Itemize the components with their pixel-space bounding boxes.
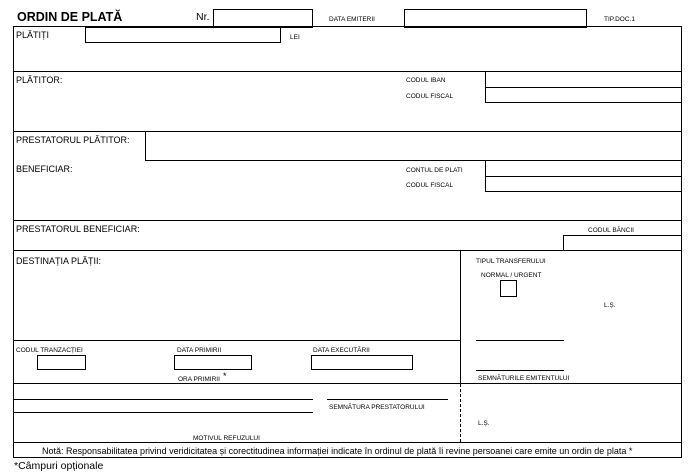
nr-label: Nr. [196, 11, 210, 23]
data-primirii-field[interactable] [174, 355, 252, 370]
page-title: ORDIN DE PLATĂ [17, 10, 123, 24]
motiv-refuz-label: MOTIVUL REFUZULUI [193, 435, 260, 442]
note-asterisk: * [628, 446, 633, 456]
normal-urgent-label: NORMAL / URGENT [481, 272, 542, 279]
cod-banca-label: CODUL BĂNCII [588, 227, 634, 234]
prestator-platitor-label: PRESTATORUL PLĂTITOR: [16, 135, 130, 145]
currency-label: LEI [290, 34, 300, 41]
cod-banca-field[interactable] [563, 235, 682, 251]
transfer-type-checkbox[interactable] [500, 280, 517, 297]
divider [13, 250, 682, 251]
responsibility-note [42, 446, 632, 456]
prestator-beneficiar-label: PRESTATORUL BENEFICIAR: [16, 224, 140, 234]
platitor-fiscal-label: CODUL FISCAL [406, 93, 454, 100]
cod-tranzactie-label: CODUL TRANZACȚIEI [16, 347, 83, 354]
data-emiterii-label: DATA EMITERII [329, 16, 375, 23]
platiti-label: PLĂTIȚI [16, 30, 50, 40]
cont-plati-label: CONTUL DE PLATI [406, 167, 463, 174]
data-primirii-label: DATA PRIMIRII [177, 347, 222, 354]
beneficiar-label: BENEFICIAR: [16, 164, 73, 174]
divider [13, 442, 682, 443]
optional-fields-footnote: *Câmpuri opționale [14, 460, 104, 472]
divider-vertical-dashed [460, 384, 461, 442]
signature-line [476, 370, 564, 371]
ls-stamp-label: L.Ș. [604, 302, 616, 309]
iban-field[interactable] [485, 71, 682, 88]
motiv-line [13, 399, 313, 400]
divider [13, 340, 460, 341]
note-text: Notă: Responsabilitatea privind veridicitatea și corectitudinea informației indicate în ordinul de plată îi revine persoanei care emite un ordin de plata [42, 446, 627, 456]
prestator-platitor-field[interactable] [145, 131, 682, 161]
platitor-label: PLĂTITOR: [16, 75, 63, 85]
beneficiar-fiscal-label: CODUL FISCAL [406, 182, 454, 189]
prestator-signature-line [327, 399, 448, 400]
cont-plati-field[interactable] [485, 160, 682, 177]
data-executarii-label: DATA EXECUTĂRII [313, 347, 370, 354]
ora-primirii-label: ORA PRIMIRII [178, 376, 220, 383]
beneficiar-fiscal-field[interactable] [485, 176, 682, 192]
destinatia-label: DESTINAȚIA PLĂȚII: [16, 256, 102, 266]
signature-line [476, 340, 564, 341]
divider-vertical [460, 250, 461, 383]
cod-tranzactie-field[interactable] [37, 355, 86, 370]
semnatura-prestator-label: SEMNĂTURA PRESTATORULUI [329, 404, 425, 411]
divider [13, 220, 682, 221]
platitor-fiscal-field[interactable] [485, 87, 682, 103]
divider [13, 383, 682, 384]
iban-label: CODUL IBAN [406, 77, 446, 84]
ora-primirii-asterisk: * [223, 371, 227, 381]
motiv-line [13, 412, 313, 413]
tip-doc-label: TIP.DOC.1 [604, 16, 635, 23]
tip-transfer-label: TIPUL TRANSFERULUI [476, 258, 546, 265]
data-executarii-field[interactable] [311, 355, 413, 370]
platiti-amount-field[interactable] [85, 27, 281, 43]
ls-stamp-bottom-label: L.Ș. [478, 420, 490, 427]
semnaturi-emitent-label: SEMNĂTURILE EMITENTULUI [478, 375, 570, 382]
